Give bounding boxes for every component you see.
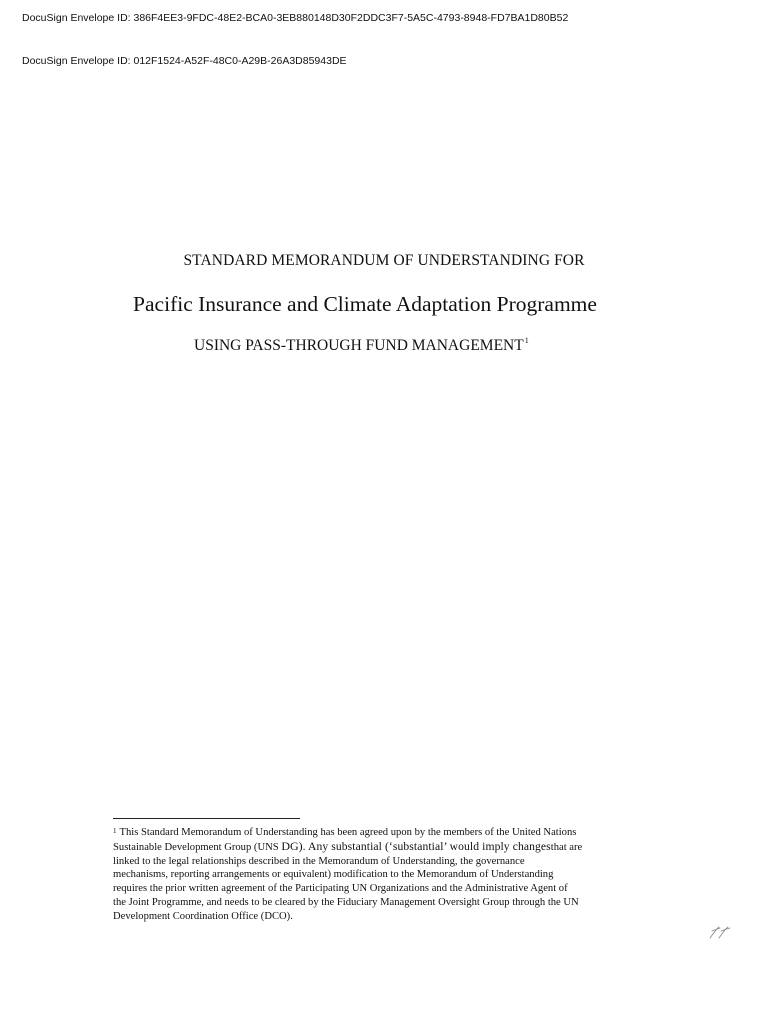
docusign-envelope-id-inner: DocuSign Envelope ID: 012F1524-A52F-48C0-A29B-26A3D85943DE	[22, 55, 347, 67]
docusign-envelope-id-outer: DocuSign Envelope ID: 386F4EE3-9FDC-48E2-BCA0-3EB880148D30F2DDC3F7-5A5C-4793-8948-FD7BA1D80B52	[22, 12, 569, 24]
title-line-fund-management-text: USING PASS-THROUGH FUND MANAGEMENT	[194, 337, 524, 354]
title-line-standard-mou	[0, 252, 770, 270]
footnote-line-2c: . Any substantial (‘substantial’ would imply changes	[302, 839, 551, 853]
footnote-line-4: mechanisms, reporting arrangements or equivalent) modification to the Memorandum of Understanding	[113, 869, 554, 881]
footnote-line-1-text: This Standard Memorandum of Understanding has been agreed upon by the members of the United Nations	[119, 827, 577, 838]
programme-title: Pacific Insurance and Climate Adaptation Programme	[133, 292, 597, 316]
footnote-line-2a: Sustainable Development Group (UNS	[113, 841, 279, 853]
footnote-line-6: the Joint Programme, and needs to be cleared by the Fiduciary Management Oversight Group through the UN	[113, 896, 579, 908]
footnote-line-7: Development Coordination Office (DCO).	[113, 910, 293, 922]
footnote-reference: 1	[524, 336, 529, 345]
footnote-line-2	[113, 840, 658, 855]
footnote-separator	[113, 818, 300, 819]
footnote-line-5: requires the prior written agreement of the Participating UN Organizations and the Administrative Agent of	[113, 883, 568, 895]
footnote-line-1	[113, 826, 658, 840]
footnote	[113, 826, 658, 924]
title-line-standard-mou-text: STANDARD MEMORANDUM OF UNDERSTANDING FOR	[183, 252, 585, 269]
footnote-marker: 1	[113, 827, 117, 835]
title-line-fund-management	[194, 337, 529, 355]
footnote-line-2b: DG)	[281, 838, 303, 853]
footnote-line-2d: that are	[550, 841, 583, 853]
footnote-line-3: linked to the legal relationships described in the Memorandum of Understanding, the governance	[113, 855, 525, 867]
handwritten-initials	[708, 925, 732, 941]
